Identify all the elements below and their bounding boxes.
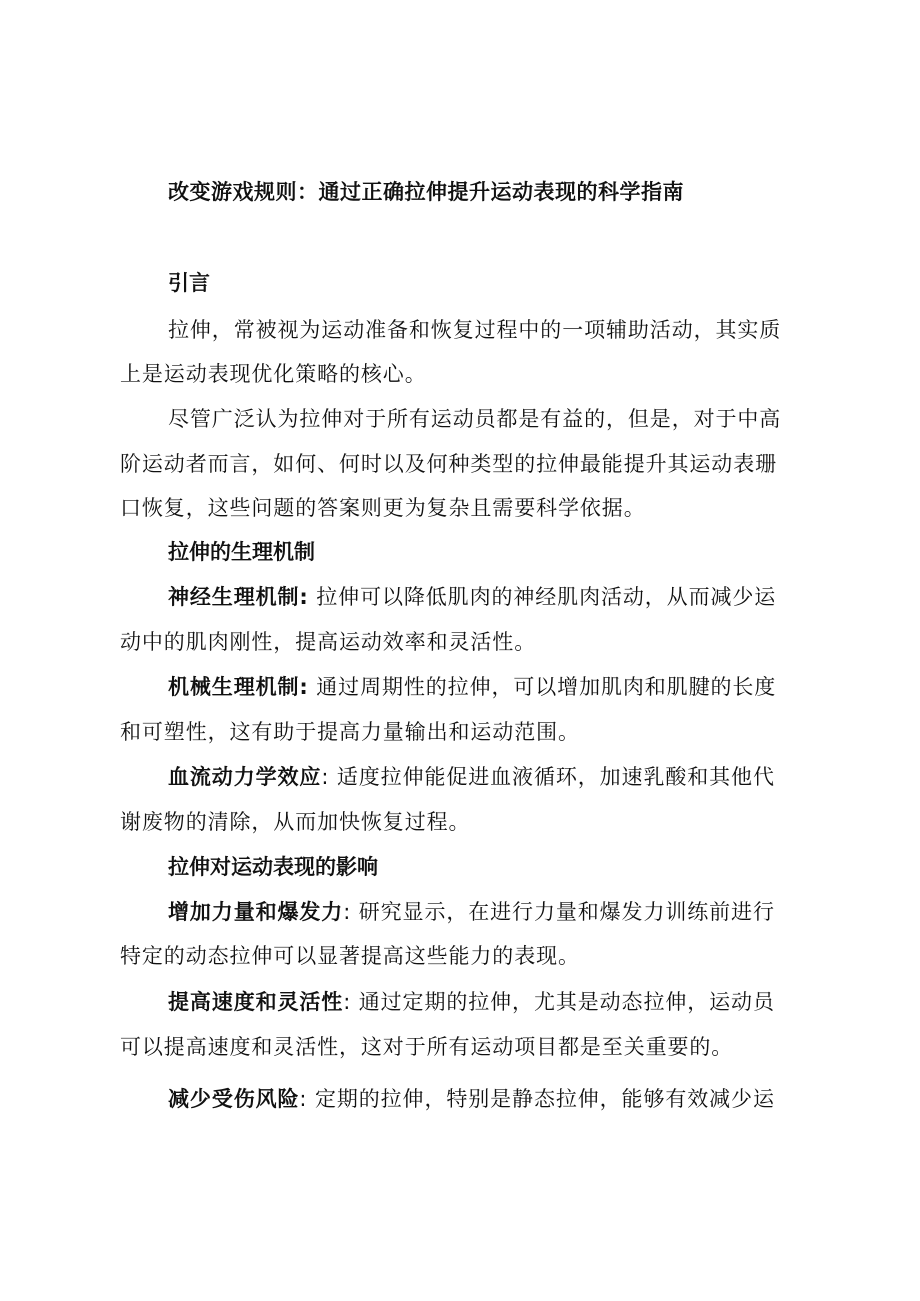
mechanical-label: 机械生理机制: [168, 675, 309, 699]
hemodynamic-label: 血流动力学效应 [168, 765, 322, 789]
speed-line2: 可以提高速度和灵活性，这对于所有运动项目都是至关重要的。 [120, 1035, 734, 1059]
intro-p2-line2: 阶运动者而言，如何、何时以及何种类型的拉伸最能提升其运动表珊 [120, 452, 777, 476]
strength-line1 [168, 902, 775, 923]
intro-p2-line3: 口恢复，这些问题的答案则更为复杂且需要科学依据。 [120, 496, 646, 520]
intro-p2-line1: 尽管广泛认为拉伸对于所有运动员都是有益的，但是，对于中高 [168, 407, 782, 431]
neuro-line1 [168, 587, 776, 608]
mechanical-line1 [168, 677, 776, 698]
speed-line1 [168, 992, 775, 1013]
strength-line2: 特定的动态拉伸可以显著提高这些能力的表现。 [120, 944, 580, 968]
intro-heading: 引言 [168, 271, 210, 295]
mechanical-line2: 和可塑性，这有助于提高力量输出和运动范围。 [120, 720, 580, 744]
strength-label: 增加力量和爆发力 [168, 900, 344, 924]
strength-text: : 研究显示，在进行力量和爆发力训练前进行 [343, 900, 775, 924]
neuro-text: 拉伸可以降低肌肉的神经肌肉活动，从而减少运 [308, 585, 777, 609]
intro-p1-line2: 上是运动表现优化策略的核心。 [120, 362, 427, 386]
speed-text: : 通过定期的拉伸，尤其是动态拉伸，运动员 [343, 990, 775, 1014]
hemodynamic-text: : 适度拉伸能促进血液循环，加速乳酸和其他代 [321, 765, 775, 789]
speed-label: 提高速度和灵活性 [168, 990, 344, 1014]
hemodynamic-line1 [168, 767, 775, 788]
neuro-label: 神经生理机制: [168, 585, 309, 609]
neuro-line2: 动中的肌肉刚性，提高运动效率和灵活性。 [120, 630, 537, 654]
page-title: 改变游戏规则：通过正确拉伸提升运动表现的科学指南 [168, 180, 684, 204]
mechanisms-heading: 拉伸的生理机制 [168, 540, 315, 564]
intro-p1-line1: 拉伸，常被视为运动准备和恢复过程中的一项辅助活动，其实质 [168, 318, 782, 342]
hemodynamic-line2: 谢废物的清除，从而加快恢复过程。 [120, 810, 471, 834]
injury-text: : 定期的拉伸，特别是静态拉伸，能够有效减少运 [299, 1087, 775, 1111]
effects-heading: 拉伸对运动表现的影响 [168, 855, 378, 879]
injury-label: 减少受伤风险 [168, 1087, 300, 1111]
mechanical-text: 通过周期性的拉伸，可以增加肌肉和肌腱的长度 [308, 675, 777, 699]
injury-line1 [168, 1089, 775, 1110]
